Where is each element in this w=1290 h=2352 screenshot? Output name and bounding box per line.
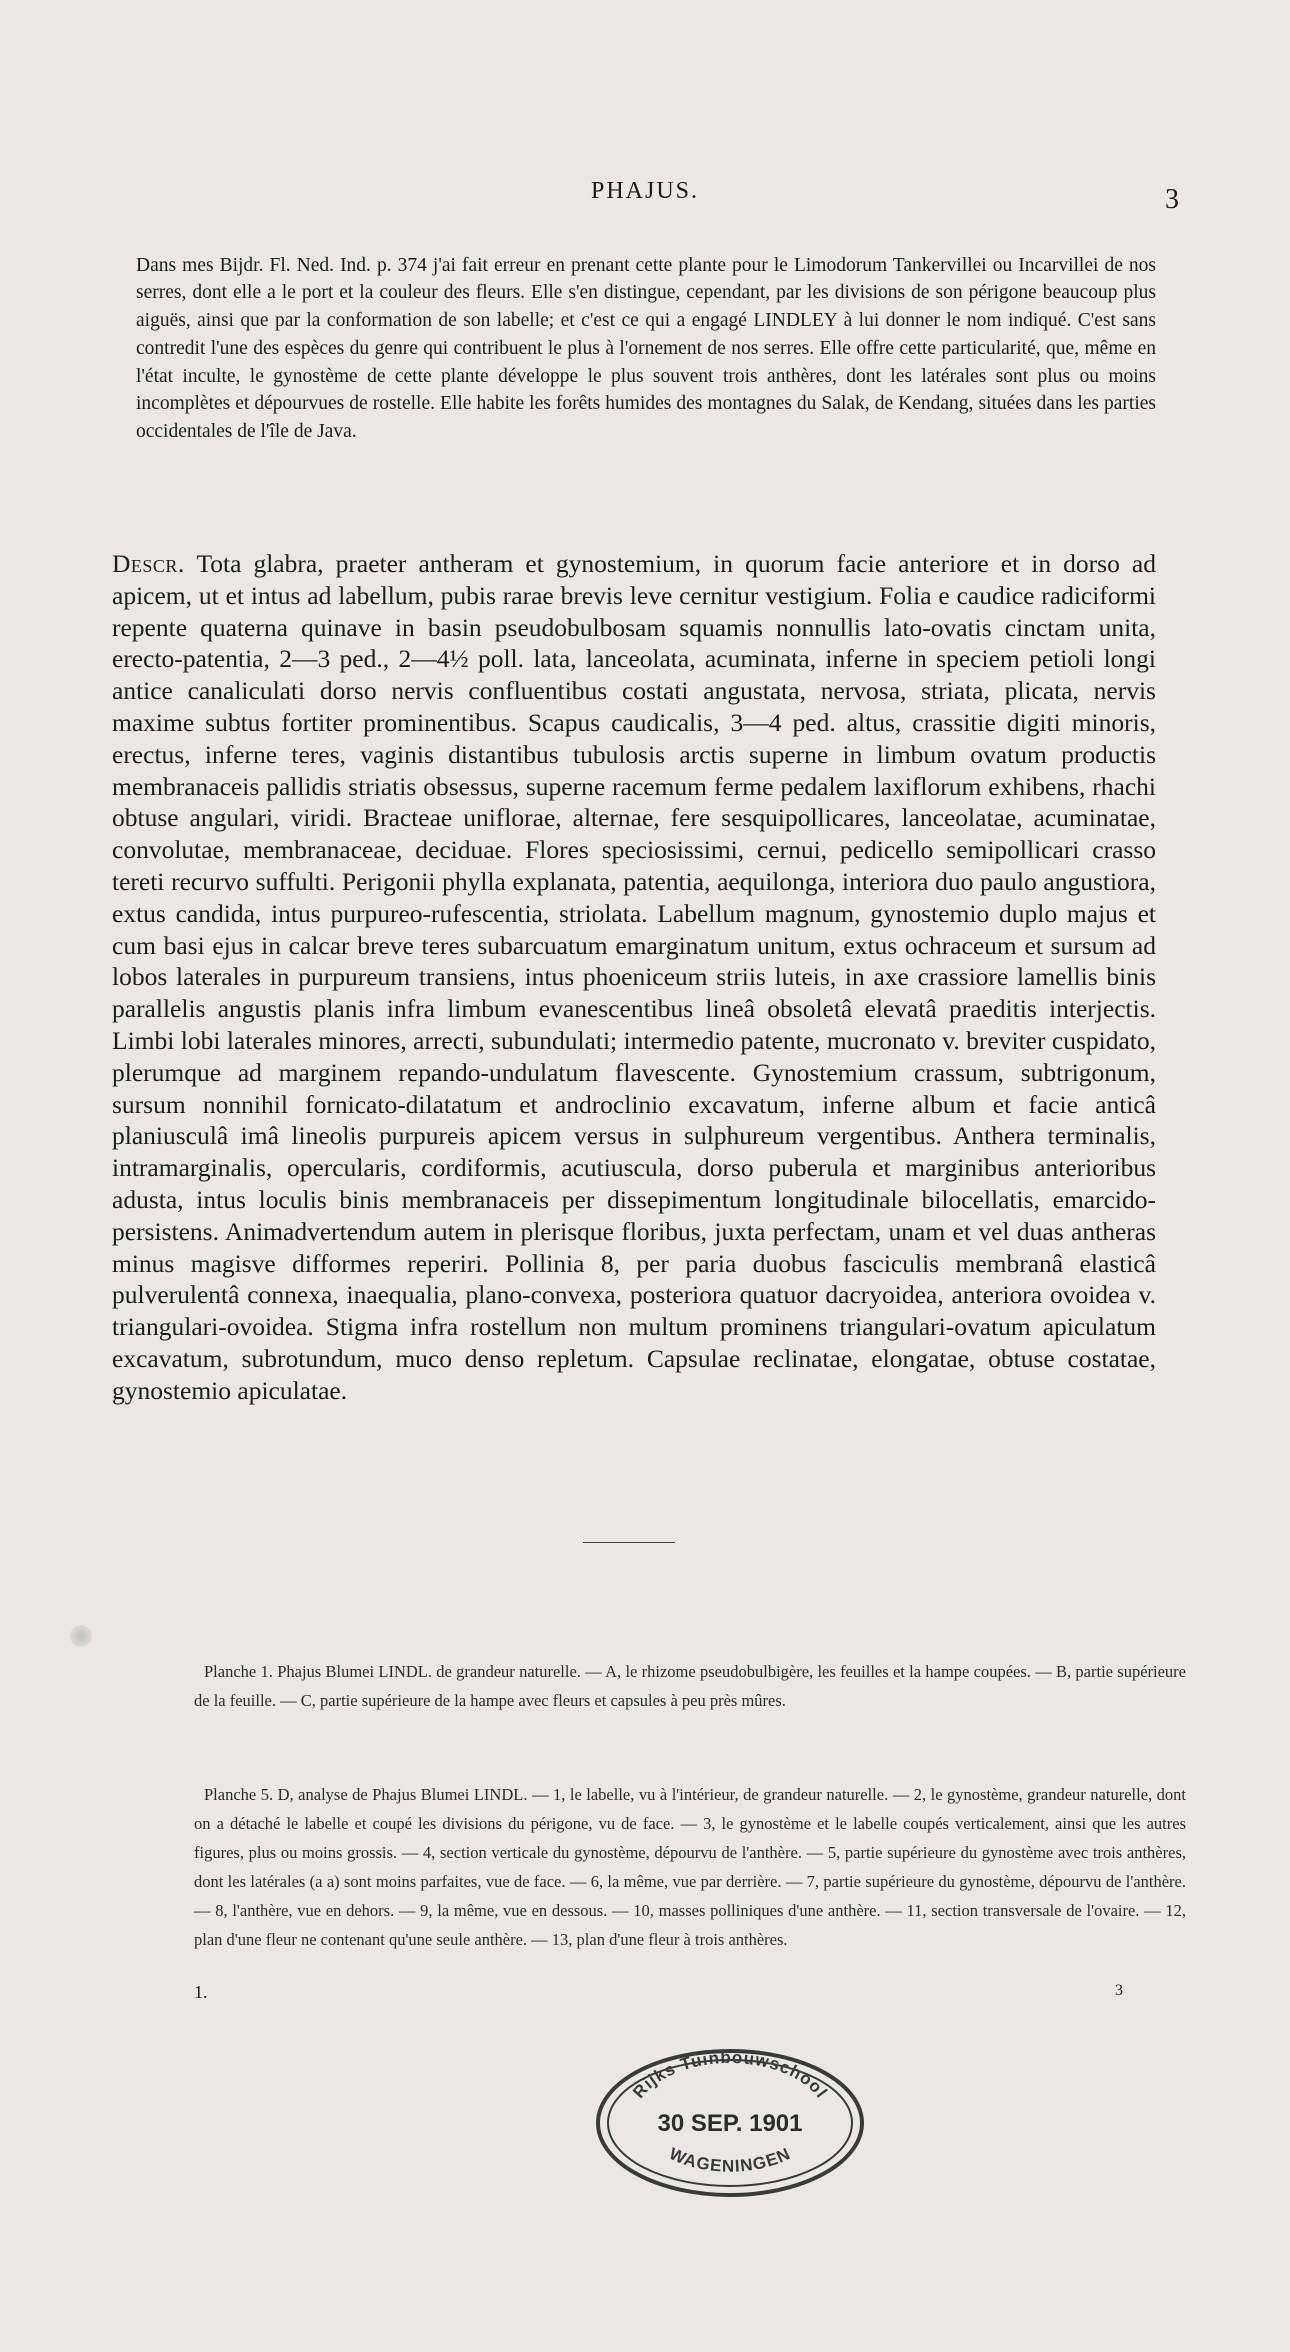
svg-text:WAGENINGEN [666, 2144, 793, 2176]
description-paragraph [112, 548, 1156, 1407]
ink-blot [70, 1625, 92, 1647]
plate-caption-5: Planche 5. D, analyse de Phajus Blumei LINDL. — 1, le labelle, vu à l'intérieur, de grandeur naturelle. — 2, le gynostème, grandeur naturelle, dont on a détaché le labelle et coupé les divisions du périgone, vu de face. — 3, le gynostème et le labelle coupés verticalement, ainsi que les autres figures, plus ou moins grossis. — 4, section verticale du gynostème, dépourvu de l'anthère. — 5, partie supérieure du gynostème avec trois anthères, dont les latérales (a a) sont moins parfaites, vue de face. — 6, la même, vue par derrière. — 7, partie supérieure du gynostème, dépourvu de l'anthère. — 8, l'anthère, vue en dehors. — 9, la même, vue en dessous. — 10, masses polliniques d'une anthère. — 11, section transversale de l'ovaire. — 12, plan d'une fleur ne contenant qu'une seule anthère. — 13, plan d'une fleur à trois anthères. [194, 1784, 1186, 1949]
description-text: Tota glabra, praeter antheram et gynostemium, in quorum facie anteriore et in dorso ad apicem, ut et intus ad labellum, pubis rarae brevis leve cernitur vestigium. Folia e caudice radiciformi repente quaterna quinave in basin pseudobulbosam squamis nonnullis lato-ovatis cinctam unita, erecto-patentia, 2—3 ped., 2—4½ poll. lata, lanceolata, acuminata, inferne in speciem petioli longi antice canaliculati dorso nervis confluentibus costati angustata, nervosa, striata, plicata, nervis maxime subtus fortiter prominentibus. Scapus caudicalis, 3—4 ped. altus, crassitie digiti minoris, erectus, inferne teres, vaginis distantibus tubulosis arctis superne in limbum ovatum productis membranaceis pallidis striatis obsessus, superne racemum ferme pedalem laxiflorum exhibens, rhachi obtuse angulari, viridi. Bracteae uniflorae, alternae, fere sesquipollicares, lanceolatae, acuminatae, convolutae, membranaceae, deciduae. Flores speciosissimi, cernui, pedicello semipollicari crasso tereti recurvo suffulti. Perigonii phylla explanata, patentia, aequilonga, interiora duo paulo angustiora, extus candida, intus purpureo-rufescentia, striolata. Labellum magnum, gynostemio duplo majus et cum basi ejus in calcar breve teres subarcuatum emarginatum unitum, extus ochraceum et sursum ad lobos laterales in purpureum transiens, intus phoeniceum striis luteis, in axe crassiore lamellis binis parallelis angustis planis infra limbum evanescentibus lineâ obsoletâ elevatâ praeditis interjectis. Limbi lobi laterales minores, arrecti, subundulati; intermedio patente, mucronato v. breviter cuspidato, plerumque ad marginem repando-undulatum flavescente. Gynostemium crassum, subtrigonum, sursum nonnihil fornicato-dilatatum et androclinio excavatum, inferne album et facie anticâ planiusculâ imâ lineolis purpureis apicem versus in sulphureum vergentibus. Anthera terminalis, intramarginalis, opercularis, cordiformis, acutiuscula, dorso puberula et marginibus anterioribus adusta, intus loculis binis membranaceis per dissepimentum longitudinale bilocellatis, emarcido-persistens. Animadvertendum autem in plerisque floribus, juxta perfectam, unam et vel duas antheras minus magisve difformes reperiri. Pollinia 8, per paria duobus fasciculis membranâ elasticâ pulverulentâ connexa, inaequalia, plano-convexa, posteriora quatuor dacryoidea, anteriora ovoidea v. triangulari-ovoidea. Stigma infra rostellum non multum prominens triangulari-ovatum apiculatum excavatum, subrotundum, muco denso repletum. Capsulae reclinatae, elongatae, obtuse costatae, gynostemio apiculatae. [112, 549, 1156, 1405]
svg-text:Rijks Tuinbouwschool [629, 2048, 831, 2102]
plate-caption-1: Planche 1. Phajus Blumei LINDL. de grandeur naturelle. — A, le rhizome pseudobulbigère, les feuilles et la hampe coupées. — B, partie supérieure de la feuille. — C, partie supérieure de la hampe avec fleurs et capsules à peu près mûres. [194, 1661, 1186, 1710]
description-label: Descr. [112, 549, 185, 578]
stamp-date: 30 SEP. 1901 [657, 2110, 803, 2137]
stamp-top-text: Rijks Tuinbouwschool [629, 2047, 832, 2102]
section-divider [583, 1542, 675, 1543]
signature-mark-right: 3 [1115, 1982, 1123, 1999]
running-head: PHAJUS. [590, 178, 700, 204]
stamp-bottom-text: WAGENINGEN [666, 2143, 794, 2176]
signature-mark-left: 1. [194, 1982, 208, 2002]
library-stamp [592, 2047, 868, 2199]
intro-paragraph: Dans mes Bijdr. Fl. Ned. Ind. p. 374 j'ai fait erreur en prenant cette plante pour le Limodorum Tankervillei ou Incarvillei de nos serres, dont elle a le port et la couleur des fleurs. Elle s'en distingue, cependant, par les divisions de son périgone beaucoup plus aiguës, ainsi que par la conformation de son labelle; et c'est ce qui a engagé LINDLEY à lui donner le nom indiqué. C'est sans contredit l'une des espèces du genre qui contribuent le plus à l'ornement de nos serres. Elle offre cette particularité, que, même en l'état inculte, le gynostème de cette plante développe le plus souvent trois anthères, dont les latérales sont plus ou moins incomplètes et dépourvues de rostelle. Elle habite les forêts humides des montagnes du Salak, de Kendang, situées dans les parties occidentales de l'île de Java. [136, 254, 1156, 443]
page-number: 3 [1165, 184, 1179, 215]
